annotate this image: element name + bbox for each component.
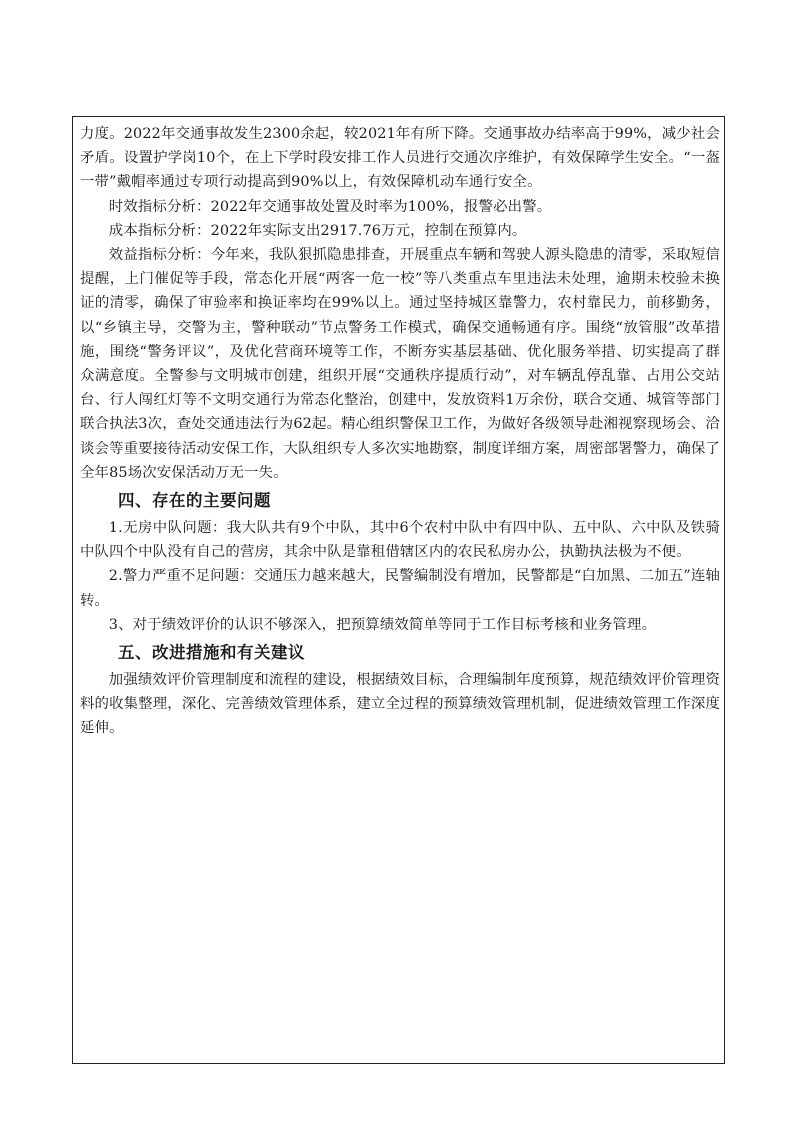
problem-item-3: 3、对于绩效评价的认识不够深入，把预算绩效简单等同于工作目标考核和业务管理。: [108, 616, 657, 633]
document-body: [80, 122, 720, 741]
paragraph-accident-stats: 力度。2022年交通事故发生2300余起，较2021年有所下降。交通事故办结率高于99%，减少社会矛盾。设置护学岗10个，在上下学时段安排工作人员进行交通次序维护，有效保障学生安全。“一盔一带”戴帽率通过专项行动提高到90%以上，有效保障机动车通行安全。: [80, 126, 720, 191]
improvement-paragraph: 加强绩效评价管理制度和流程的建设，根据绩效目标，合理编制年度预算，规范绩效评价管理资料的收集整理，深化、完善绩效管理体系，建立全过程的预算绩效管理机制，促进绩效管理工作深度延伸。: [80, 672, 720, 737]
paragraph-cost-indicator: 成本指标分析：2022年实际支出2917.76万元，控制在预算内。: [108, 222, 527, 239]
paragraph-benefit-indicator: 效益指标分析：今年来，我队狠抓隐患排查，开展重点车辆和驾驶人源头隐患的清零，采取短信提醒，上门催促等手段，常态化开展“两客一危一校”等八类重点车里违法未处理，逾期未校验未换证的清零，确保了审验率和换证率均在99%以上。通过坚持城区靠警力，农村靠民力，前移勤务，以“乡镇主导，交警为主，警种联动”节点警务工作模式，确保交通畅通有序。围绕“放管服”改革措施，围绕“警务评议”，及优化营商环境等工作，不断夯实基层基础、优化服务举措、切实提高了群众满意度。全警参与文明城市创建，组织开展“交通秩序提质行动”，对车辆乱停乱靠、占用公交站台、行人闯红灯等不文明交通行为常态化整治，创建中，发放资料1万余份，联合交通、城管等部门联合执法3次，查处交通违法行为62起。精心组织警保卫工作，为做好各级领导赴湘视察现场会、洽谈会等重要接待活动安保工作，大队组织专人多次实地勘察，制度详细方案，周密部署警力，确保了全年85场次安保活动万无一失。: [80, 247, 720, 481]
paragraph-timeliness-indicator: 时效指标分析：2022年交通事故处置及时率为100%，报警必出警。: [108, 198, 552, 215]
section-heading-problems: 四、存在的主要问题: [118, 491, 271, 511]
problem-item-1: 1.无房中队问题：我大队共有9个中队，其中6个农村中队中有四中队、五中队、六中队及铁骑中队四个中队没有自己的营房，其余中队是靠租借辖区内的农民私房办公，执勤执法极为不便。: [80, 520, 720, 561]
section-heading-improvements: 五、改进措施和有关建议: [118, 643, 305, 663]
problem-item-2: 2.警力严重不足问题：交通压力越来越大，民警编制没有增加，民警都是“白加黑、二加五”连轴转。: [80, 568, 720, 609]
